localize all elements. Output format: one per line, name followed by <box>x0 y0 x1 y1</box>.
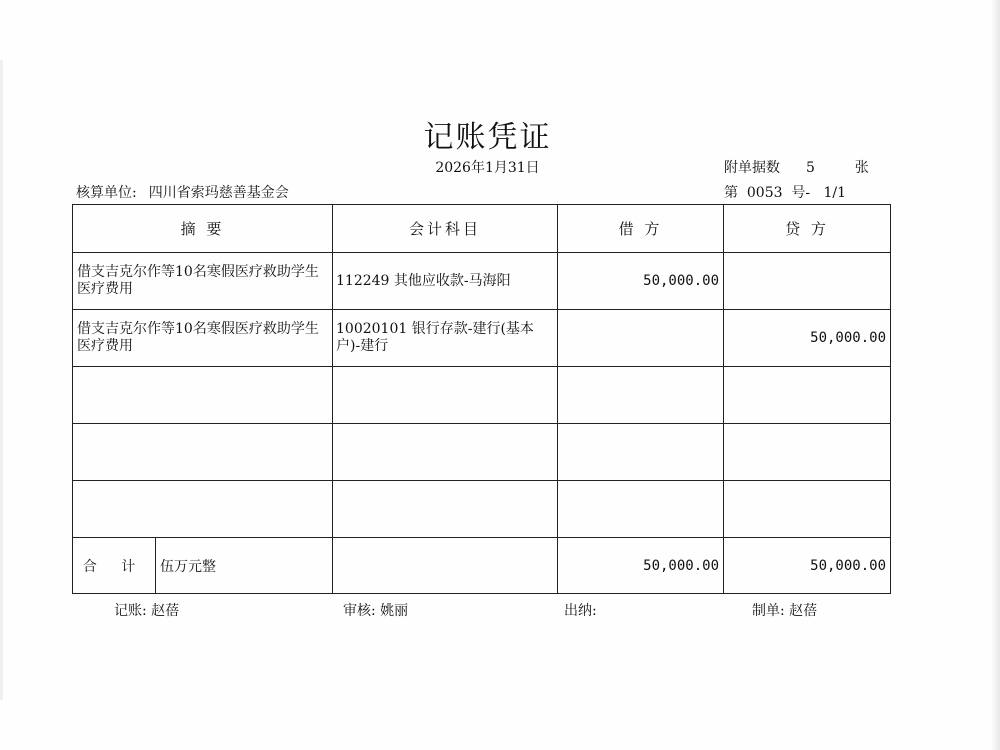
row-subject: 112249 其他应收款-马海阳 <box>333 253 558 310</box>
attachments-unit: 张 <box>854 160 869 176</box>
row-subject: 10020101 银行存款-建行(基本户)-建行 <box>333 310 558 367</box>
total-label: 合 计 <box>73 538 156 593</box>
table-row <box>73 367 891 424</box>
voucher-title: 记账凭证 <box>423 120 552 155</box>
row-subject <box>333 367 558 424</box>
table-row <box>73 481 891 538</box>
table-row <box>73 424 891 481</box>
row-summary: 借支吉克尔作等10名寒假医疗救助学生医疗费用 <box>73 253 333 310</box>
total-subject-empty <box>333 538 558 594</box>
total-cell <box>73 538 333 594</box>
row-debit <box>558 481 724 538</box>
row-summary <box>73 424 333 481</box>
header-subject: 会计科目 <box>333 205 558 253</box>
accounting-unit-label: 核算单位: <box>76 185 137 201</box>
total-row <box>73 538 891 594</box>
row-summary <box>73 367 333 424</box>
row-subject <box>333 481 558 538</box>
attachments-count: 5 <box>806 160 815 176</box>
attachments-info <box>724 157 869 177</box>
scan-edge-left <box>0 60 3 700</box>
row-debit: 50,000.00 <box>558 253 724 310</box>
row-credit <box>724 367 891 424</box>
row-credit <box>724 424 891 481</box>
row-credit: 50,000.00 <box>724 310 891 367</box>
row-debit <box>558 367 724 424</box>
header-debit: 借 方 <box>558 205 724 253</box>
header-summary: 摘 要 <box>73 205 333 253</box>
total-credit: 50,000.00 <box>724 538 891 594</box>
row-debit <box>558 424 724 481</box>
row-debit <box>558 310 724 367</box>
voucher-table <box>72 204 891 594</box>
scan-edge-right <box>992 0 1000 750</box>
signature-cashier: 出纳: <box>564 603 597 619</box>
row-summary <box>73 481 333 538</box>
header-credit: 贷 方 <box>724 205 891 253</box>
row-subject <box>333 424 558 481</box>
signature-bookkeeper: 记账: 赵蓓 <box>114 603 180 619</box>
attachments-label: 附单据数 <box>724 160 780 176</box>
row-summary: 借支吉克尔作等10名寒假医疗救助学生医疗费用 <box>73 310 333 367</box>
table-header-row <box>73 205 891 253</box>
table-row <box>73 310 891 367</box>
total-debit: 50,000.00 <box>558 538 724 594</box>
total-amount-words: 伍万元整 <box>160 558 216 575</box>
row-credit <box>724 253 891 310</box>
voucher-number: 第 0053 号- 1/1 <box>724 185 847 201</box>
accounting-unit <box>76 182 289 202</box>
table-row <box>73 253 891 310</box>
signature-reviewer: 审核: 姚丽 <box>343 603 409 619</box>
voucher-date: 2026年1月31日 <box>435 160 540 176</box>
signature-preparer: 制单: 赵蓓 <box>752 603 818 619</box>
accounting-unit-name: 四川省索玛慈善基金会 <box>148 185 289 201</box>
row-credit <box>724 481 891 538</box>
